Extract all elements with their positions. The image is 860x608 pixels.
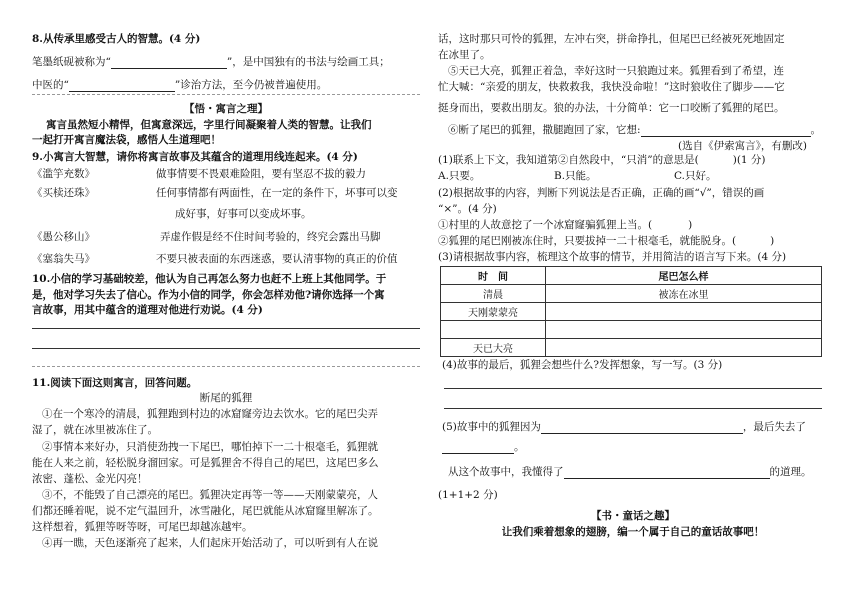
table-row xyxy=(441,285,822,303)
q8-line2 xyxy=(32,78,327,92)
q8-blank-1[interactable] xyxy=(111,57,227,69)
q5-line-2 xyxy=(442,440,525,454)
table-row xyxy=(441,321,822,339)
para6: ⑥断了尾巴的狐狸，撒腿跑回了家，它想: 。 xyxy=(448,124,822,136)
q5-pre: (5)故事中的狐狸因为 xyxy=(442,421,541,433)
q5-mid: ，最后失去了 xyxy=(742,421,806,433)
table-row xyxy=(441,303,822,321)
q9-story-4[interactable]: 《塞翁失马》 xyxy=(32,253,95,265)
q1-prompt-end: )(1 分) xyxy=(732,154,766,166)
q5-line xyxy=(442,420,806,434)
story-cont-line: 话，这时那只可怜的狐狸，左冲右突，拼命挣扎，但尾巴已经被死死地固定 xyxy=(438,33,785,45)
q2-line1: (2)根据故事的内容，判断下列说法是否正确，正确的画“√”，错误的画 xyxy=(438,187,765,199)
table-cell-tail-input[interactable] xyxy=(546,339,822,357)
q8-line2-pre: 中医的“ xyxy=(32,79,69,91)
q9-moral-2-cont: 成好事，好事可以变成坏事。 xyxy=(175,208,312,220)
section-intro-fairytale: 让我们乘着想象的翅膀，编一个属于自己的童话故事吧！ xyxy=(501,526,765,538)
q1-text xyxy=(438,153,766,167)
para6-blank[interactable] xyxy=(641,125,811,137)
q8-line2-post: ”诊治方法，至今仍被普遍使用。 xyxy=(174,79,328,91)
section-intro-line1: 寓言虽然短小精悍，但寓意深远，字里行间凝聚着人类的智慧。让我们 xyxy=(46,119,372,131)
story-line: 们都还睡着呢，说不定气温回升，冰雪融化，尾巴就能从冰窟窿里解冻了。 xyxy=(32,505,379,517)
q4-title: (4)故事的最后，狐狸会想些什么?发挥想象，写一写。(3 分) xyxy=(442,359,723,371)
q2-item-1-text: ①村里的人故意挖了一个冰窟窿骗狐狸上当。( xyxy=(438,219,653,231)
table-cell-time: 清晨 xyxy=(441,285,546,303)
q1-option-a[interactable]: A.只要。 xyxy=(438,170,481,182)
section-heading-fairytale: 【书・童话之趣】 xyxy=(591,510,675,522)
story-line: 浓密、蓬松、金光闪亮！ xyxy=(32,473,148,485)
q8-line1 xyxy=(32,55,390,69)
q2-line2: “×”。(4 分) xyxy=(438,203,497,215)
q10-line2: 是，他对学习失去了信心。作为小信的同学，你会怎样劝他?请你选择一个寓 xyxy=(32,289,385,301)
story-cont-line: 挺身而出，要救出朋友。狼的办法，十分简单：它一口咬断了狐狸的尾巴。 xyxy=(438,102,785,114)
table-cell-time: 天已大亮 xyxy=(441,339,546,357)
q11-title: 11.阅读下面这则寓言，回答问题。 xyxy=(32,377,198,389)
story-cont-line: 在冰里了。 xyxy=(438,49,491,61)
story-cont-line: ⑤天已大亮，狐狸正着急，幸好这时一只狼跑过来。狐狸看到了希望，连 xyxy=(448,65,784,77)
source-note: (选自《伊索寓言》，有删改) xyxy=(678,140,807,152)
q5-blank-1[interactable] xyxy=(541,422,743,434)
divider-2 xyxy=(32,366,420,367)
q2-item-1-close: ) xyxy=(688,219,693,231)
q4-answer-line-2[interactable] xyxy=(444,408,822,409)
q10-line3: 言故事，用其中蕴含的道理对他进行劝说。(4 分) xyxy=(32,304,263,316)
divider xyxy=(32,94,420,95)
q10-line1: 10.小信的学习基础较差，他认为自己再怎么努力也赶不上班上其他同学。于 xyxy=(32,273,387,285)
q9-title: 9.小寓言大智慧，请你将寓言故事及其蕴含的道理用线连起来。(4 分) xyxy=(32,151,358,163)
q2-item-2-close: ) xyxy=(770,235,775,247)
story-line: ①在一个寒冷的清晨，狐狸跑到村边的冰窟窿旁边去饮水。它的尾巴尖弄 xyxy=(42,408,378,420)
plot-table xyxy=(440,266,822,357)
story-line: 这样想着，狐狸等呀等呀，可尾巴却越冻越牢。 xyxy=(32,521,253,533)
table-cell-tail-input[interactable] xyxy=(546,321,822,339)
story-line: ②事情本来好办，只消使劲拽一下尾巴，哪怕掉下一二十根毫毛，狐狸就 xyxy=(42,441,378,453)
q2-item-1 xyxy=(438,218,692,232)
table-row xyxy=(441,339,822,357)
story-title: 断尾的狐狸 xyxy=(199,392,253,404)
section-intro-line2: 一起打开寓言魔法袋，感悟人生道理吧！ xyxy=(32,134,221,146)
story-line: 湿了，就在冰里被冻住了。 xyxy=(32,424,158,436)
q1-option-b[interactable]: B.只能。 xyxy=(554,170,597,182)
q1-option-c[interactable]: C.只好。 xyxy=(674,170,717,182)
table-cell-time-input[interactable] xyxy=(441,321,546,339)
story-line: ③不，不能毁了自己漂亮的尾巴。狐狸决定再等一等——天刚蒙蒙亮，人 xyxy=(42,489,378,501)
q9-moral-2[interactable]: 任何事情都有两面性，在一定的条件下，坏事可以变 xyxy=(156,187,398,199)
q9-moral-1[interactable]: 做事情要不畏艰难险阻，要有坚忍不拔的毅力 xyxy=(156,168,366,180)
q8-title: 8.从传承里感受古人的智慧。(4 分) xyxy=(32,33,201,45)
summary-blank[interactable] xyxy=(564,467,770,479)
q8-line1-pre: 笔墨纸砚被称为“ xyxy=(32,56,111,68)
story-line: ④再一瞧，天色逐渐亮了起来，人们起床开始活动了，可以听到有人在说 xyxy=(42,537,378,549)
q8-blank-2[interactable] xyxy=(69,80,175,92)
q9-story-2[interactable]: 《买椟还珠》 xyxy=(32,187,95,199)
q2-item-2-text: ②狐狸的尾巴刚被冻住时，只要拔掉一二十根毫毛，就能脱身。( xyxy=(438,235,737,247)
story-cont-line: 忙大喊：“亲爱的朋友，快救救我，我快没命啦！”这时狼收住了脚步——它 xyxy=(438,81,785,93)
table-header-time: 时 间 xyxy=(441,267,546,285)
q4-answer-line-1[interactable] xyxy=(444,388,822,389)
summary-post: 的道理。 xyxy=(769,466,812,478)
q9-story-3[interactable]: 《愚公移山》 xyxy=(32,231,95,243)
q9-story-1[interactable]: 《滥竽充数》 xyxy=(32,168,95,180)
table-cell-tail: 被冻在冰里 xyxy=(546,285,822,303)
table-header-tail: 尾巴怎么样 xyxy=(546,267,822,285)
q5-blank-2[interactable] xyxy=(442,442,514,454)
q10-answer-line-2[interactable] xyxy=(32,348,420,349)
section-heading-fable: 【悟・寓言之理】 xyxy=(184,103,268,115)
q5-end: 。 xyxy=(514,441,525,453)
q10-answer-line-1[interactable] xyxy=(32,328,420,329)
summary-pre: 从这个故事中，我懂得了 xyxy=(448,466,564,478)
para6-text: ⑥断了尾巴的狐狸，撒腿跑回了家，它想: xyxy=(448,124,641,136)
q9-moral-3[interactable]: 弄虚作假是经不住时间考验的，终究会露出马脚 xyxy=(160,231,381,243)
summary-line xyxy=(448,465,812,479)
q8-line1-post: ”，是中国独有的书法与绘画工具； xyxy=(226,56,390,68)
q9-moral-4[interactable]: 不要只被表面的东西迷惑，要认清事物的真正的价值 xyxy=(156,253,398,265)
q1-prompt: (1)联系上下文，我知道第②自然段中，“只消”的意思是( xyxy=(438,154,699,166)
story-line: 能在人来之前，轻松脱身溜回家。可是狐狸舍不得自己的尾巴，这尾巴多么 xyxy=(32,457,379,469)
q3-title: (3)请根据故事内容，梳理这个故事的情节，并用简洁的语言写下来。(4 分) xyxy=(438,251,787,263)
score-note: (1+1+2 分) xyxy=(438,489,498,501)
table-cell-tail-input[interactable] xyxy=(546,303,822,321)
table-header-row xyxy=(441,267,822,285)
table-cell-time: 天刚蒙蒙亮 xyxy=(441,303,546,321)
q2-item-2 xyxy=(438,234,774,248)
